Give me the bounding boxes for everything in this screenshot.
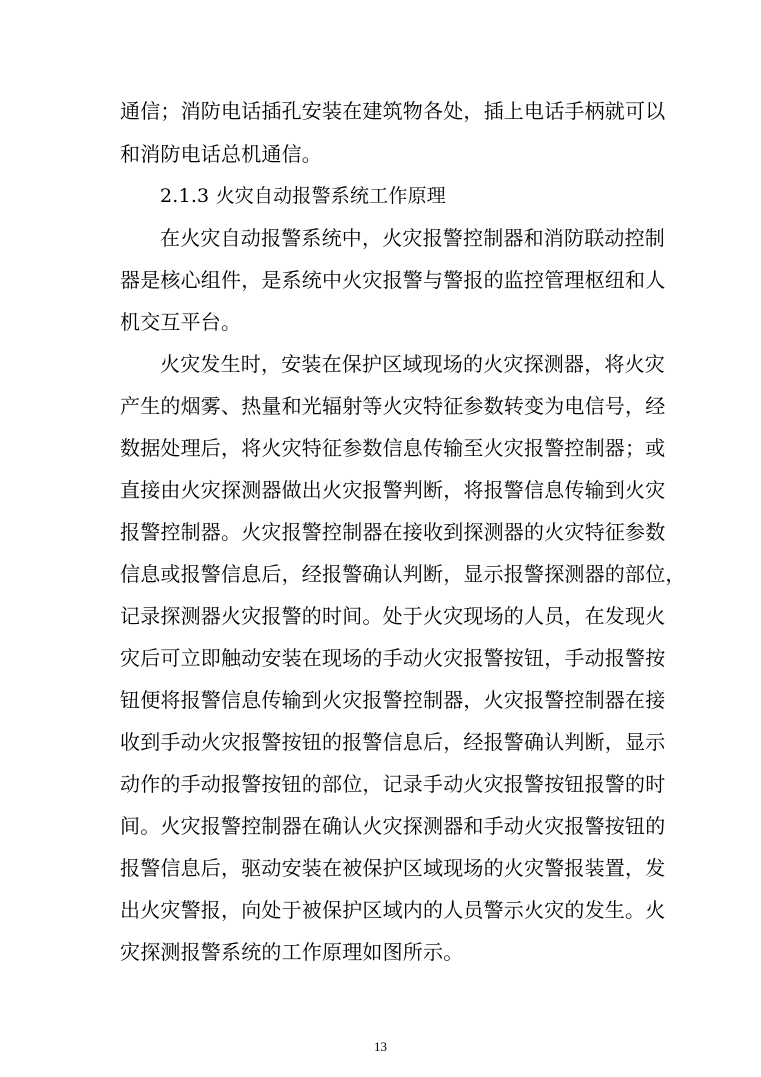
text-line: 报警信息后，驱动安装在被保护区域现场的火灾警报装置，发	[120, 856, 666, 880]
section-heading: 2.1.3 火灾自动报警系统工作原理	[160, 185, 446, 207]
text-line: 记录探测器火灾报警的时间。处于火灾现场的人员，在发现火	[120, 604, 666, 628]
text-line: 通信；消防电话插孔安装在建筑物各处，插上电话手柄就可以	[120, 99, 666, 123]
text-line: 产生的烟雾、热量和光辐射等火灾特征参数转变为电信号，经	[120, 394, 666, 418]
text-line: 收到手动火灾报警按钮的报警信息后，经报警确认判断，显示	[120, 730, 666, 754]
text-line: 机交互平台。	[120, 310, 242, 334]
text-line: 数据处理后，将火灾特征参数信息传输至火灾报警控制器；或	[120, 436, 666, 460]
text-line: 报警控制器。火灾报警控制器在接收到探测器的火灾特征参数	[120, 520, 666, 544]
page-number: 13	[374, 1039, 387, 1054]
text-line: 火灾发生时，安装在保护区域现场的火灾探测器，将火灾	[160, 352, 665, 376]
text-line: 和消防电话总机通信。	[120, 142, 322, 166]
text-line: 在火灾自动报警系统中，火灾报警控制器和消防联动控制	[160, 226, 665, 250]
text-line: 出火灾警报，向处于被保护区域内的人员警示火灾的发生。火	[120, 898, 666, 922]
text-line: 直接由火灾探测器做出火灾报警判断，将报警信息传输到火灾	[120, 478, 666, 502]
text-line: 器是核心组件，是系统中火灾报警与警报的监控管理枢纽和人	[120, 268, 666, 292]
text-line: 信息或报警信息后，经报警确认判断，显示报警探测器的部位，	[120, 562, 686, 586]
text-line: 动作的手动报警按钮的部位，记录手动火灾报警按钮报警的时	[120, 772, 666, 796]
text-line: 灾探测报警系统的工作原理如图所示。	[120, 940, 464, 964]
text-line: 灾后可立即触动安装在现场的手动火灾报警按钮，手动报警按	[120, 646, 666, 670]
text-line: 间。火灾报警控制器在确认火灾探测器和手动火灾报警按钮的	[120, 814, 666, 838]
text-line: 钮便将报警信息传输到火灾报警控制器，火灾报警控制器在接	[120, 688, 666, 712]
